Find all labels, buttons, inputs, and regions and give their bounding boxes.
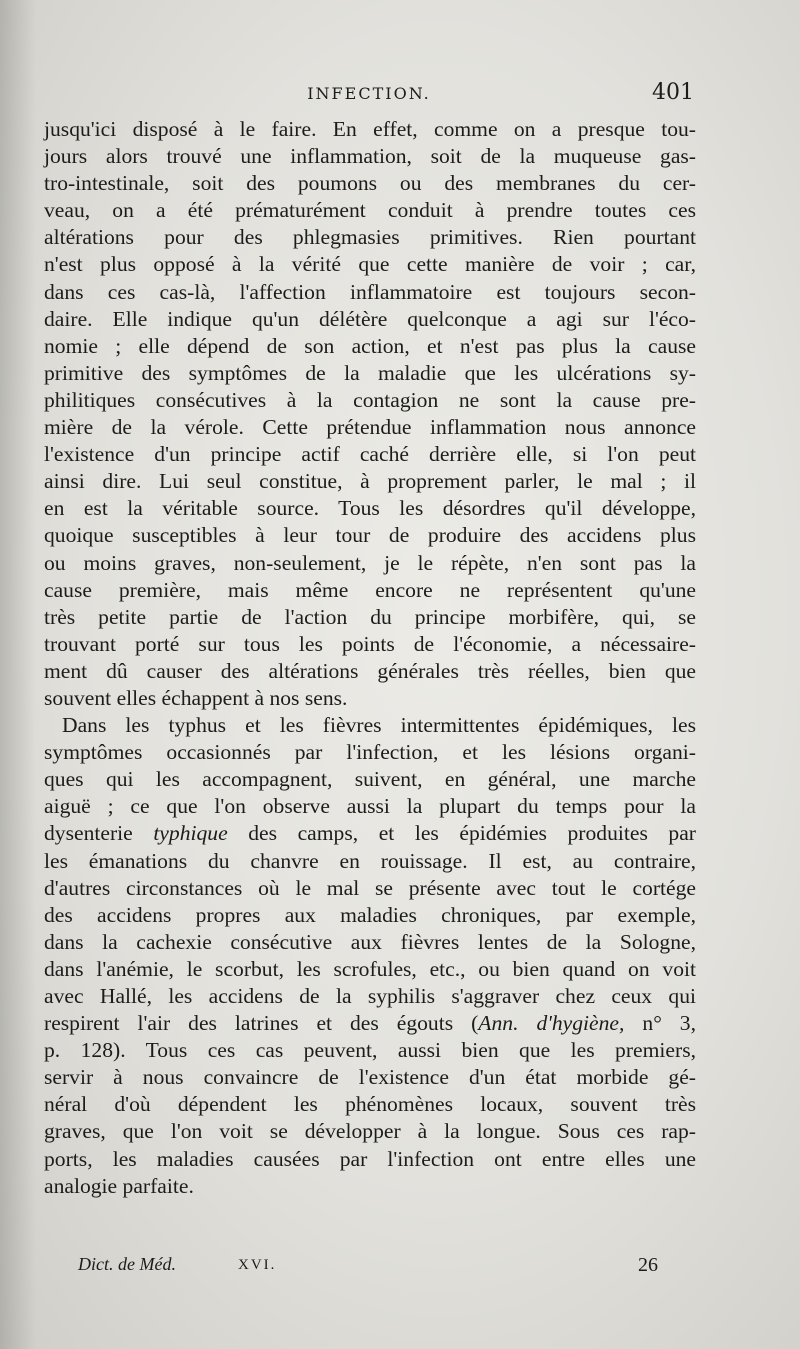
text-line: mière de la vérole. Cette prétendue inflammation nous annonce (44, 415, 696, 440)
running-head (44, 80, 694, 110)
text-line: graves, que l'on voit se développer à la longue. Sous ces rap- (44, 1119, 696, 1144)
text-line: aiguë ; ce que l'on observe aussi la plupart du temps pour la (44, 794, 696, 819)
text-fragment: dysenterie (44, 821, 133, 846)
text-line: dans la cachexie consécutive aux fièvres lentes de la Sologne, (44, 929, 696, 954)
text-line: ment dû causer des altérations générales très réelles, bien que (44, 658, 696, 683)
text-line: cause première, mais même encore ne représentent qu'une (44, 577, 696, 602)
text-line: ports, les maladies causées par l'infection ont entre elles une (44, 1146, 696, 1171)
text-line: jours alors trouvé une inflammation, soit de la muqueuse gas- (44, 144, 696, 169)
body-text (44, 116, 696, 1200)
text-fragment: n° 3, (624, 1011, 696, 1036)
text-line: des accidens propres aux maladies chroniques, par exemple, (44, 902, 696, 927)
text-fragment: des camps, et les épidémies produites par (248, 821, 696, 846)
text-line (44, 820, 696, 847)
text-line: dans ces cas-là, l'affection inflammatoire est toujours secon- (44, 279, 696, 304)
text-line: altérations pour des phlegmasies primitives. Rien pourtant (44, 225, 696, 250)
text-line: trouvant porté sur tous les points de l'économie, a nécessaire- (44, 631, 696, 656)
page-footer (78, 1254, 658, 1282)
text-line: en est la véritable source. Tous les désordres qu'il développe, (44, 496, 696, 521)
text-line: nomie ; elle dépend de son action, et n'est pas plus la cause (44, 333, 696, 358)
text-line: Dans les typhus et les fièvres intermittentes épidémiques, les (62, 713, 696, 738)
text-line: l'existence d'un principe actif caché derrière elle, si l'on peut (44, 442, 696, 467)
text-line: ou moins graves, non-seulement, je le répète, n'en sont pas la (44, 550, 696, 575)
text-line: dans l'anémie, le scorbut, les scrofules, etc., ou bien quand on voit (44, 956, 696, 981)
footer-volume: XVI. (238, 1257, 277, 1273)
text-line: avec Hallé, les accidens de la syphilis s'aggraver chez ceux qui (44, 984, 696, 1008)
text-line: primitive des symptômes de la maladie que les ulcérations sy- (44, 360, 696, 385)
page-number: 401 (652, 80, 694, 105)
text-line: ques qui les accompagnent, suivent, en général, une marche (44, 767, 696, 792)
text-line: veau, on a été prématurément conduit à prendre toutes ces (44, 198, 696, 223)
text-line: très petite partie de l'action du principe morbifère, qui, se (44, 604, 696, 629)
text-line: tro-intestinale, soit des poumons ou des membranes du cer- (44, 171, 696, 196)
text-line: d'autres circonstances où le mal se présente avec tout le cortége (44, 875, 696, 900)
text-line: ainsi dire. Lui seul constitue, à proprement parler, le mal ; il (44, 469, 696, 494)
text-line (44, 1010, 696, 1037)
running-title: INFECTION. (307, 84, 431, 103)
italic-term: typhique (153, 821, 228, 846)
text-fragment: respirent l'air des latrines et des égouts ( (44, 1011, 479, 1036)
text-line: daire. Elle indique qu'un délétère quelconque a agi sur l'éco- (44, 306, 696, 331)
text-line: symptômes occasionnés par l'infection, et les lésions organi- (44, 740, 696, 765)
footer-signature: Dict. de Méd. (78, 1254, 176, 1274)
text-line: analogie parfaite. (44, 1173, 194, 1198)
text-line: quoique susceptibles à leur tour de produire des accidens plus (44, 523, 696, 548)
text-line: servir à nous convaincre de l'existence d'un état morbide gé- (44, 1065, 696, 1090)
italic-citation: Ann. d'hygiène, (478, 1011, 625, 1036)
text-line: p. 128). Tous ces cas peuvent, aussi bien que les premiers, (44, 1038, 696, 1063)
text-line: philitiques consécutives à la contagion ne sont la cause pre- (44, 387, 696, 412)
text-line: jusqu'ici disposé à le faire. En effet, comme on a presque tou- (44, 117, 696, 141)
footer-sheet-number: 26 (638, 1254, 658, 1276)
text-line: n'est plus opposé à la vérité que cette manière de voir ; car, (44, 252, 696, 277)
text-line: néral d'où dépendent les phénomènes locaux, souvent très (44, 1092, 696, 1117)
text-line: souvent elles échappent à nos sens. (44, 685, 348, 710)
text-line: les émanations du chanvre en rouissage. Il est, au contraire, (44, 848, 696, 873)
